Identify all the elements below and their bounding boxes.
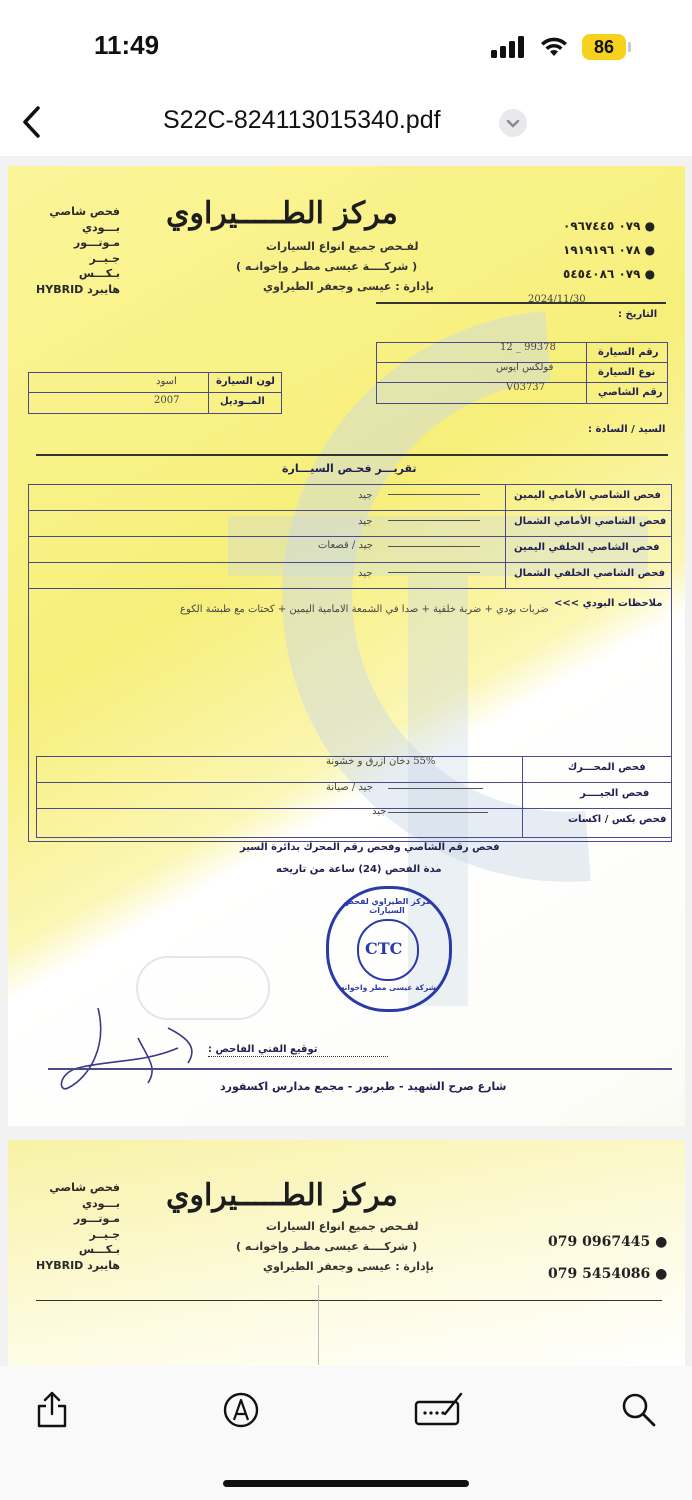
subtitle-company: ( شركــــة عيسى مطـر وإخوانـه ) xyxy=(236,1240,418,1253)
phone-number: 079 0967445 ● xyxy=(548,1234,668,1250)
engine-row-value: جيد xyxy=(372,806,387,817)
header-divider xyxy=(376,302,666,304)
handwritten-arrow xyxy=(388,546,480,547)
pdf-page-2 xyxy=(8,1140,685,1366)
note-validity: مدة الفحص (24) ساعة من تاريخه xyxy=(276,864,442,875)
chassis-row-line xyxy=(28,562,672,563)
report-title: تقريـــر فحـص السيـــارة xyxy=(282,462,417,475)
service-item: مـوتـــور xyxy=(73,236,120,249)
signature-icon[interactable] xyxy=(413,1390,465,1430)
footer-line xyxy=(48,1068,672,1070)
service-item: هايبرد HYBRID xyxy=(36,1258,120,1272)
title-menu-button[interactable] xyxy=(499,109,527,137)
status-time: 11:49 xyxy=(94,30,160,60)
service-item: مـوتـــور xyxy=(73,1212,120,1225)
customer-line xyxy=(36,454,668,456)
services-list xyxy=(20,204,120,297)
chassis-label: رقم الشاصي xyxy=(598,387,663,398)
engine-row-label: فحص الجيــــر xyxy=(580,788,650,799)
home-indicator xyxy=(223,1480,469,1487)
note-inspection-dept: فحص رقم الشاصي وفحص رقم المحرك بدائرة السير xyxy=(240,842,500,853)
service-item: بـــودي xyxy=(81,1196,120,1210)
search-icon[interactable] xyxy=(620,1390,658,1430)
service-item: فحص شاصي xyxy=(49,1181,120,1194)
chassis-row-value: جيد xyxy=(358,516,373,527)
handwritten-arrow xyxy=(388,494,480,495)
phone-number: ٠٧٩ ٠٩٦٧٤٤٥ ● xyxy=(563,219,656,233)
chassis-value: V03737 xyxy=(506,382,546,393)
phone-number: ٠٧٩ ٥٤٥٤٠٨٦ ● xyxy=(563,267,656,281)
service-item: جـيــر xyxy=(89,251,120,265)
handwritten-arrow xyxy=(388,788,483,789)
battery-tip xyxy=(628,42,631,52)
signature-line xyxy=(208,1056,388,1057)
phone-icon: ● xyxy=(655,1266,668,1282)
battery-level: 86 xyxy=(582,34,626,60)
model-value: 2007 xyxy=(154,395,180,406)
technician-signature-label: توقيع الفني الفاحص : xyxy=(208,1044,318,1055)
color-model-divider xyxy=(208,372,209,414)
page-divider xyxy=(318,1285,319,1365)
stamp-text: مركز الطيراوي لفحص السيارات xyxy=(343,897,431,915)
car-type-label: نوع السيارة xyxy=(598,367,656,378)
phone-list xyxy=(548,1226,667,1290)
service-item: بـكـــس xyxy=(78,1243,120,1256)
service-item: جـيــر xyxy=(89,1227,120,1241)
engine-row-value: 55% دخان ازرق و خشونة xyxy=(326,756,436,767)
customer-label: السيد / السادة : xyxy=(588,424,666,435)
stamp-sub: شركة عيسى مطر واخوانه xyxy=(339,983,437,992)
subtitle-inspection: لفـحص جميع انواع السيارات xyxy=(266,240,419,253)
chassis-row-line xyxy=(28,588,672,589)
handwritten-arrow xyxy=(388,520,480,521)
chassis-row-value: جيد xyxy=(358,568,373,579)
phone-icon: ● xyxy=(644,243,656,257)
pdf-page-1 xyxy=(8,166,685,1126)
engine-row-label: فحص بكس / اكسات xyxy=(568,814,667,825)
model-label: المــوديل xyxy=(220,396,265,407)
subtitle-management: بإدارة : عيسى وجعفر الطيراوي xyxy=(263,280,434,293)
service-item: بـكـــس xyxy=(78,267,120,280)
chassis-row-line xyxy=(28,536,672,537)
plate-value: 12 _ 99378 xyxy=(500,342,556,353)
color-label: لون السيارة xyxy=(216,376,275,387)
color-value: اسود xyxy=(156,376,177,387)
phone-number: 079 5454086 ● xyxy=(548,1266,668,1282)
subtitle-inspection: لفـحص جميع انواع السيارات xyxy=(266,1220,419,1233)
back-chevron-icon[interactable] xyxy=(18,104,48,140)
share-icon[interactable] xyxy=(34,1390,70,1430)
company-logo: مركز الطـــــيراوي xyxy=(166,1178,398,1213)
handwritten-arrow xyxy=(388,812,488,813)
date-label: التاريخ : xyxy=(618,309,658,320)
phone-list xyxy=(563,214,655,286)
markup-icon[interactable] xyxy=(222,1390,260,1430)
body-notes-label: ملاحظات البودي >>> xyxy=(554,598,663,609)
car-type-value: فولكس ايوس xyxy=(496,362,554,373)
phone-number: ٠٧٨ ١٩١٩١٩٦ ● xyxy=(563,243,656,257)
color-model-row-line xyxy=(28,392,282,393)
date-value: 2024/11/30 xyxy=(528,294,586,305)
company-stamp xyxy=(326,886,452,1012)
chassis-row-value: جيد / قصعات xyxy=(318,540,373,551)
cellular-signal-icon xyxy=(491,36,527,58)
address: شارع صرح الشهيد - طبربور - مجمع مدارس اكسفورد xyxy=(220,1080,507,1093)
chassis-row-value: جيد xyxy=(358,490,373,501)
document-title[interactable]: S22C-824113015340.pdf xyxy=(163,106,441,134)
car-info-divider xyxy=(586,342,587,404)
phone-icon: ● xyxy=(655,1234,668,1250)
company-logo: مركز الطـــــيراوي xyxy=(166,196,398,231)
plate-label: رقم السيارة xyxy=(598,347,659,358)
stamp-logo: CTC xyxy=(365,939,403,958)
service-item: فحص شاصي xyxy=(49,205,120,218)
phone-icon: ● xyxy=(644,219,656,233)
engine-row-label: فحص المحـــرك xyxy=(568,762,646,773)
handwritten-arrow xyxy=(388,572,480,573)
body-notes-text: ضربات بودي + ضربة خلفية + صدا في الشمعة الامامية اليمين + كحتات مع طبشة الكوع xyxy=(180,604,549,615)
service-item: هايبرد HYBRID xyxy=(36,282,120,296)
phone-icon: ● xyxy=(644,267,656,281)
engine-row-line xyxy=(36,808,672,809)
chassis-row-label: فحص الشاصي الأمامي اليمين xyxy=(514,490,661,501)
chassis-row-line xyxy=(28,510,672,511)
status-bar xyxy=(0,0,692,90)
chassis-row-label: فحص الشاصي الخلفي اليمين xyxy=(514,542,660,553)
header-divider xyxy=(36,1300,662,1301)
subtitle-management: بإدارة : عيسى وجعفر الطيراوي xyxy=(263,1260,434,1273)
chassis-row-label: فحص الشاصي الخلفي الشمال xyxy=(514,568,666,579)
engine-row-value: جيد / صيانة xyxy=(326,782,373,793)
services-list xyxy=(20,1180,120,1273)
chassis-row-label: فحص الشاصي الأمامي الشمال xyxy=(514,516,667,527)
engine-divider xyxy=(522,756,523,838)
chevron-down-icon xyxy=(499,109,527,137)
subtitle-company: ( شركــــة عيسى مطـر وإخوانـه ) xyxy=(236,260,418,273)
service-item: بـــودي xyxy=(81,220,120,234)
wifi-icon xyxy=(538,34,570,58)
